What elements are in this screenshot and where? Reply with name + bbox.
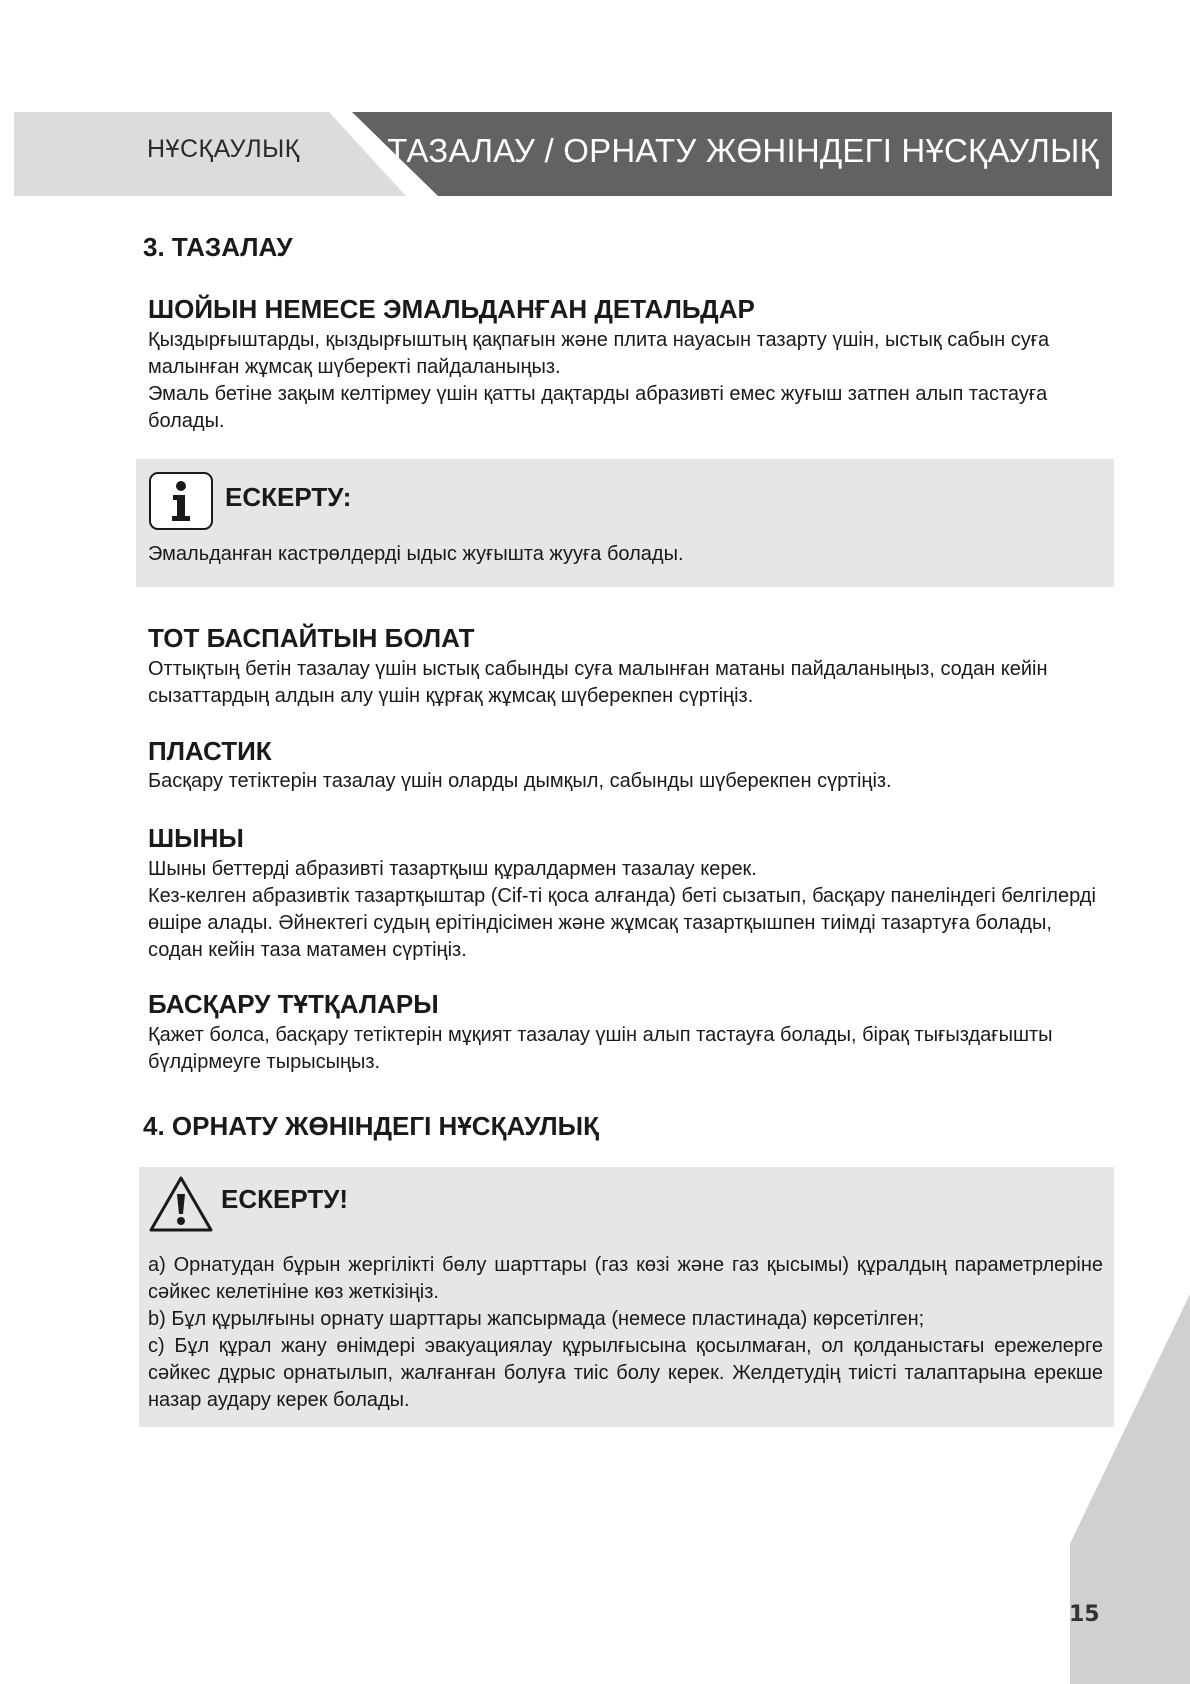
enamel-paragraph-1: Қыздырғыштарды, қыздырғыштың қақпағын және плита науасын тазарту үшін, ыстық сабын суға малынған жұмсақ шүберекті пайдаланыңыз. <box>148 329 1050 378</box>
enamel-paragraph-2: Эмаль бетіне зақым келтірмеу үшін қатты дақтарды абразивті емес жуғыш затпен алып тастауға болады. <box>148 383 1048 432</box>
steel-heading: ТОТ БАСПАЙТЫН БОЛАТ <box>148 623 475 653</box>
glass-paragraph-2: Кез-келген абразивтік тазартқыштар (Cif-ті қоса алғанда) беті сызатып, басқару панеліндегі белгілерді өшіре алады. Әйнектегі судың ерітіндісімен және жұмсақ тазартқышпен тиімді тазартуға болады, содан кейін таза матамен сүртіңіз. <box>148 885 1096 961</box>
warning-item-b: b) Бұл құрылғыны орнату шарттары жапсырмада (немесе пластинада) көрсетілген; <box>148 1308 925 1330</box>
warning-title: ЕСКЕРТУ! <box>221 1184 349 1214</box>
header-title: ТАЗАЛАУ / ОРНАТУ ЖӨНІНДЕГІ НҰСҚАУЛЫҚ <box>387 132 1099 169</box>
plastic-text: Басқару тетіктерін тазалау үшін оларды дымқыл, сабынды шүберекпен сүртіңіз. <box>148 770 892 792</box>
note-title: ЕСКЕРТУ: <box>225 482 352 512</box>
plastic-heading: ПЛАСТИК <box>148 736 272 766</box>
page-number: 15 <box>1069 1602 1100 1627</box>
warning-triangle-icon <box>147 1174 215 1234</box>
glass-paragraph-1: Шыны беттерді абразивті тазартқыш құралдармен тазалау керек. <box>148 858 757 880</box>
note-text: Эмальданған кастрөлдерді ыдыс жуғышта жууға болады. <box>148 543 684 565</box>
warning-item-a: a) Орнатудан бұрын жергілікті бөлу шарттары (газ көзі және газ қысымы) құралдың параметрлеріне сәйкес келетініне көз жеткізіңіз. <box>148 1254 1103 1303</box>
knobs-text: Қажет болса, басқару тетіктерін мұқият тазалау үшін алып тастауға болады, бірақ тығыздағышты бүлдірмеуге тырысыңыз. <box>148 1024 1053 1073</box>
enamel-heading: ШОЙЫН НЕМЕСЕ ЭМАЛЬДАНҒАН ДЕТАЛЬДАР <box>148 294 755 324</box>
header-left-label: НҰСҚАУЛЫҚ <box>147 135 300 163</box>
knobs-heading: БАСҚАРУ ТҰТҚАЛАРЫ <box>148 989 439 1019</box>
section-4-title: 4. ОРНАТУ ЖӨНІНДЕГІ НҰСҚАУЛЫҚ <box>143 1111 599 1141</box>
steel-text: Оттықтың бетін тазалау үшін ыстық сабынды суға малынған матаны пайдаланыңыз, содан кейін сызаттардың алдын алу үшін құрғақ жұмсақ шүберекпен сүртіңіз. <box>148 658 1048 707</box>
warning-item-c: c) Бұл құрал жану өнімдері эвакуациялау құрылғысына қосылмаған, ол қолданыстағы ережелерге сәйкес дұрыс орнатылып, жалғанған болуға тиіс болу керек. Желдетудің тиісті талаптарына ерекше назар аудару керек болады. <box>148 1335 1103 1411</box>
glass-heading: ШЫНЫ <box>148 823 244 853</box>
info-icon <box>149 472 213 530</box>
section-3-title: 3. ТАЗАЛАУ <box>143 232 293 262</box>
